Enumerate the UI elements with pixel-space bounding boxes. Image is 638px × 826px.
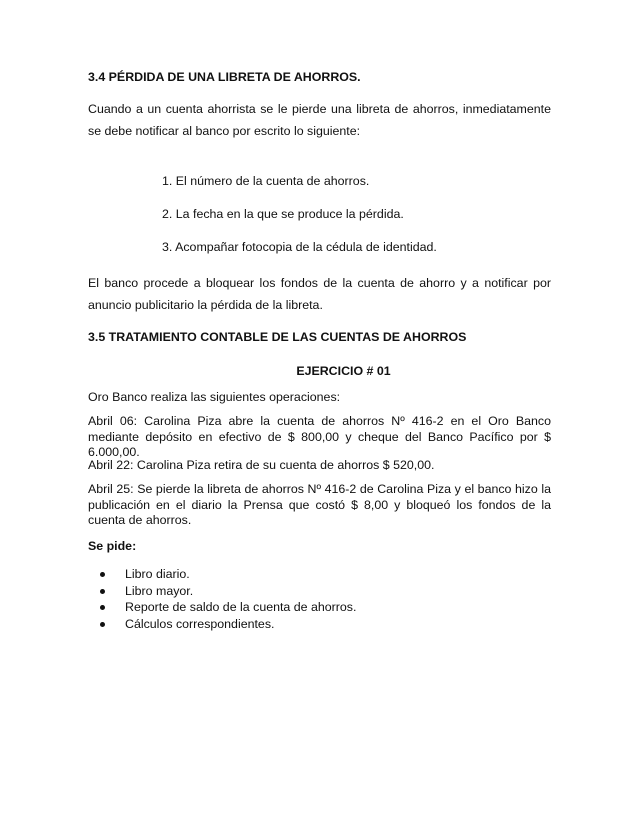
- list-item: [88, 616, 356, 633]
- step-item-3: 3. Acompañar fotocopia de la cédula de identidad.: [162, 240, 437, 254]
- list-item: [88, 566, 356, 583]
- bullet-icon: [100, 622, 105, 627]
- requirement-text: Libro mayor.: [125, 583, 194, 598]
- requirement-text: Libro diario.: [125, 567, 190, 581]
- requirements-label: Se pide:: [88, 539, 137, 553]
- operation-april-22: Abril 22: Carolina Piza retira de su cuenta de ahorros $ 520,00.: [88, 458, 435, 472]
- step-item-2: 2. La fecha en la que se produce la pérdida.: [162, 207, 404, 221]
- exercise-intro: Oro Banco realiza las siguientes operaciones:: [88, 390, 341, 404]
- bullet-icon: [100, 572, 105, 577]
- list-item: [88, 583, 356, 600]
- operation-april-06: Abril 06: Carolina Piza abre la cuenta de ahorros Nº 416-2 en el Oro Banco mediante depósito en efectivo de $ 800,00 y cheque del Banco Pacífico por $ 6.000,00.: [88, 414, 551, 459]
- operation-april-25: Abril 25: Se pierde la libreta de ahorros Nº 416-2 de Carolina Piza y el banco hizo la publicación en el diario la Prensa que costó $ 8,00 y bloqueó los fondos de la cuenta de ahorros.: [88, 482, 551, 527]
- step-item-1: 1. El número de la cuenta de ahorros.: [162, 174, 370, 188]
- list-item: [88, 599, 356, 616]
- requirement-text: Cálculos correspondientes.: [125, 617, 275, 632]
- bullet-icon: [100, 605, 105, 610]
- section-3-4-intro: Cuando a un cuenta ahorrista se le pierde una libreta de ahorros, inmediatamente se debe notificar al banco por escrito lo siguiente:: [88, 102, 551, 138]
- requirement-text: Reporte de saldo de la cuenta de ahorros.: [125, 600, 357, 615]
- section-3-4-title: 3.4 PÉRDIDA DE UNA LIBRETA DE AHORROS.: [88, 70, 361, 84]
- section-3-4-closing: El banco procede a bloquear los fondos de la cuenta de ahorro y a notificar por anuncio publicitario la pérdida de la libreta.: [88, 276, 551, 312]
- requirements-list: [88, 566, 356, 633]
- exercise-title: EJERCICIO # 01: [296, 364, 391, 378]
- section-3-5-title: 3.5 TRATAMIENTO CONTABLE DE LAS CUENTAS DE AHORROS: [88, 330, 467, 344]
- bullet-icon: [100, 589, 105, 594]
